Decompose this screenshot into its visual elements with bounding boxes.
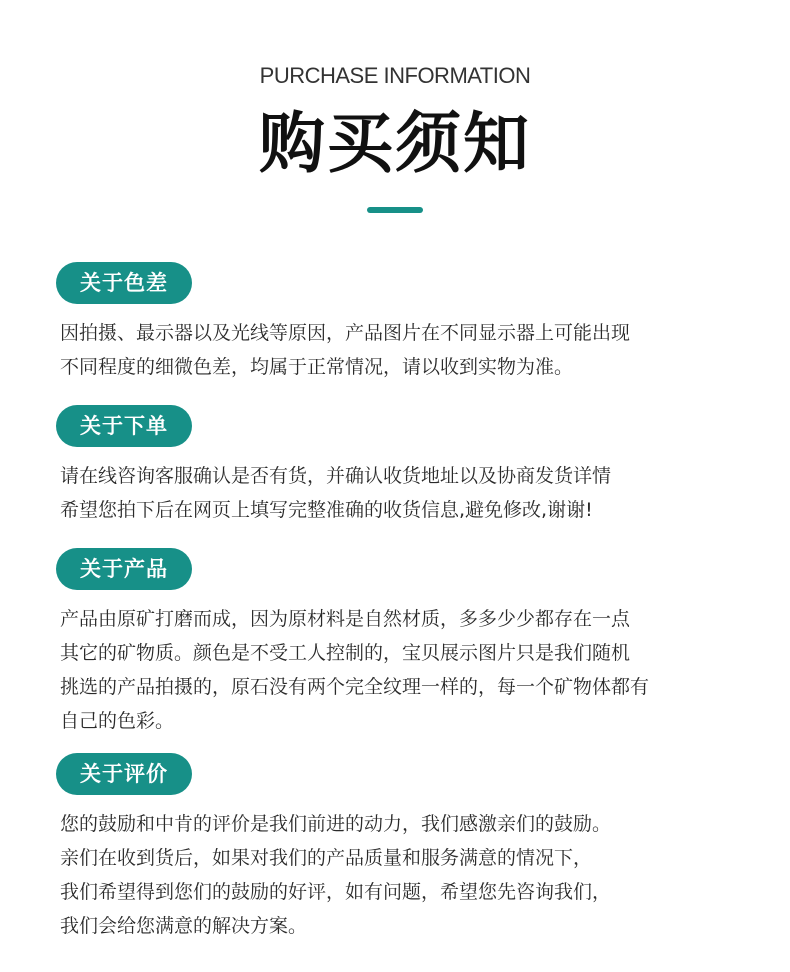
body-line: 亲们在收到货后，如果对我们的产品质量和服务满意的情况下， <box>60 847 593 869</box>
section-body <box>60 602 756 738</box>
body-line: 其它的矿物质。颜色是不受工人控制的，宝贝展示图片只是我们随机 <box>60 642 631 664</box>
body-line: 您的鼓励和中肯的评价是我们前进的动力，我们感激亲们的鼓励。 <box>60 813 612 835</box>
section-body <box>60 459 756 527</box>
section-reviews <box>56 753 756 943</box>
section-heading-reviews: 关于评价 <box>56 753 192 795</box>
page-subtitle: PURCHASE INFORMATION <box>259 63 531 88</box>
section-heading-ordering: 关于下单 <box>56 405 192 447</box>
body-line: 产品由原矿打磨而成，因为原材料是自然材质，多多少少都存在一点 <box>60 608 631 630</box>
section-ordering <box>56 405 756 527</box>
title-underline <box>367 207 423 213</box>
section-heading-product: 关于产品 <box>56 548 192 590</box>
body-line: 因拍摄、最示器以及光线等原因，产品图片在不同显示器上可能出现 <box>60 322 631 344</box>
body-line: 希望您拍下后在网页上填写完整准确的收货信息,避免修改,谢谢! <box>60 499 593 521</box>
section-product <box>56 548 756 738</box>
body-line: 自己的色彩。 <box>60 710 175 732</box>
section-color-difference <box>56 262 756 384</box>
body-line: 请在线咨询客服确认是否有货，并确认收货地址以及协商发货详情 <box>60 465 612 487</box>
body-line: 我们会给您满意的解决方案。 <box>60 915 308 937</box>
section-heading-color-difference: 关于色差 <box>56 262 192 304</box>
body-line: 挑选的产品拍摄的，原石没有两个完全纹理一样的，每一个矿物体都有 <box>60 676 650 698</box>
section-body <box>60 807 756 943</box>
body-line: 我们希望得到您们的鼓励的好评，如有问题，希望您先咨询我们， <box>60 881 612 903</box>
section-body <box>60 316 756 384</box>
page-title: 购买须知 <box>259 105 531 182</box>
body-line: 不同程度的细微色差，均属于正常情况，请以收到实物为准。 <box>60 356 574 378</box>
